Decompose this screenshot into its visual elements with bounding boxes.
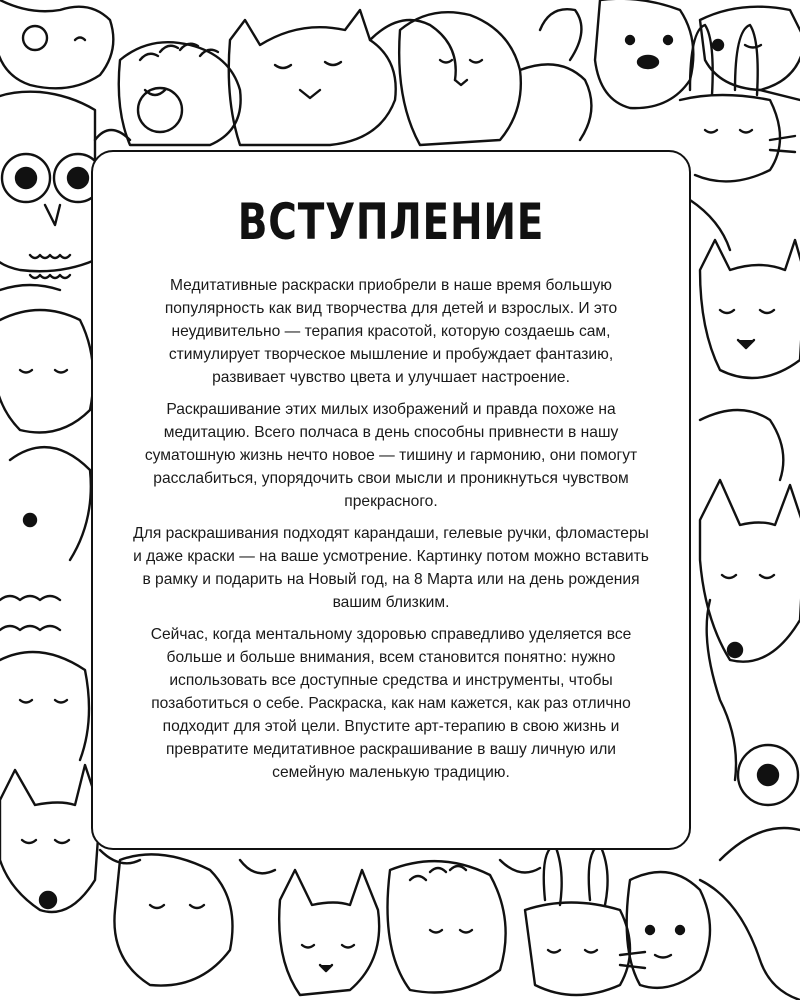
paragraph-4: Сейчас, когда ментальному здоровью справедливо уделяется все больше и больше внимания, всем становится понятно: нужно использовать все доступные средства и инструменты, чтобы позаботиться о себе. Раскраска, как нам кажется, как раз отлично подходит для этой цели. Впустите арт-терапию в свою жизнь и превратите медитативное раскрашивание в вашу личную или семейную маленькую традицию.: [150, 626, 632, 781]
hedgehog-icon: [388, 861, 506, 992]
fox-icon: [700, 240, 800, 378]
owl-icon: [700, 745, 800, 1000]
fox-icon: [279, 870, 379, 995]
fox-icon: [229, 10, 456, 145]
fox-icon: [114, 854, 232, 985]
squirrel-icon: [399, 9, 591, 145]
intro-text-panel: [91, 150, 691, 850]
fox-icon: [700, 7, 800, 100]
paragraph-3: Для раскрашивания подходят карандаши, гелевые ручки, фломастеры и даже краски — на ваше усмотрение. Картинку потом можно вставить в рамку и подарить на Новый год, на 8 Марта или на день рождения вашим близким.: [133, 525, 649, 611]
owl-icon: [0, 92, 102, 278]
fox-icon: [0, 765, 100, 912]
bunny-icon: [680, 25, 795, 181]
hedgehog-icon: [119, 42, 241, 145]
bear-icon: [627, 872, 710, 988]
intro-body: [133, 274, 649, 793]
squirrel-icon: [0, 310, 93, 760]
bear-icon: [0, 0, 113, 88]
fox-icon: [700, 480, 800, 780]
bear-icon: [595, 0, 693, 108]
paragraph-2: Раскрашивание этих милых изображений и правда похоже на медитацию. Всего полчаса в день способны привнести в нашу суматошную жизнь нечто новое — тишину и гармонию, они помогут расслабиться, упорядочить свои мысли и проникнуться чувством прекрасного.: [144, 401, 638, 510]
paragraph-1: Медитативные раскраски приобрели в наше время большую популярность как вид творчества для детей и взрослых. И это неудивительно — терапия красотой, которую создаешь сам, стимулирует творческое мышление и пробуждает фантазию, развивает чувство цвета и улучшает настроение.: [164, 277, 618, 386]
page-title: ВСТУПЛЕНИЕ: [237, 193, 545, 251]
